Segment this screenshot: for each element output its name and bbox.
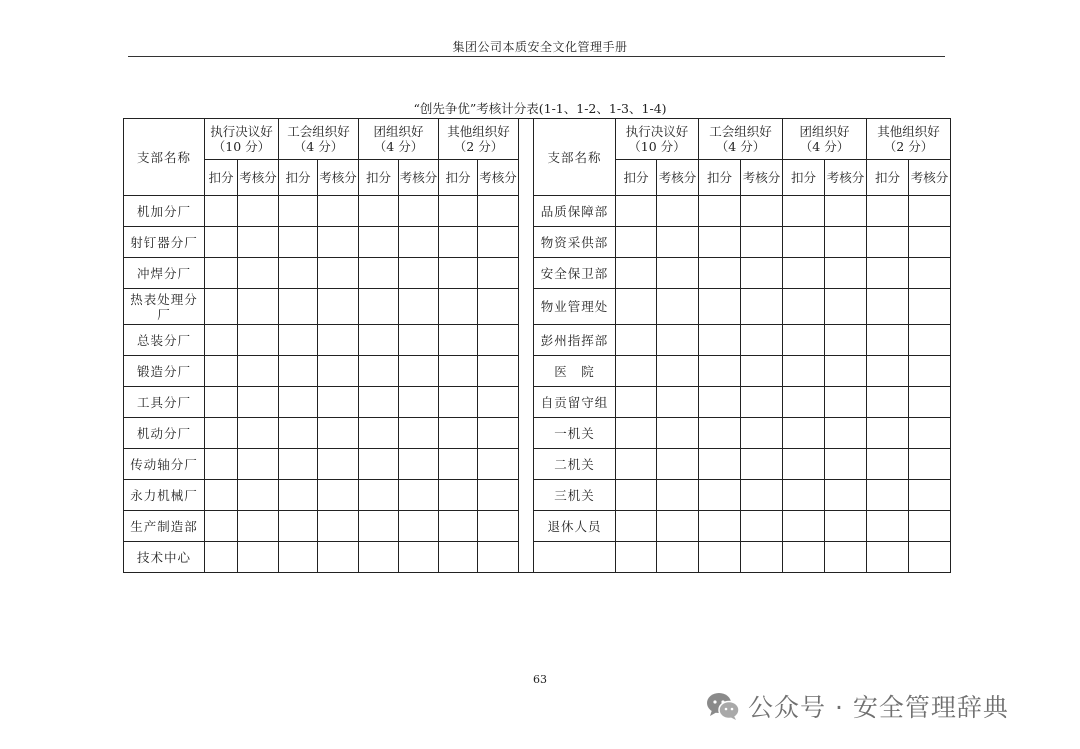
score-cell[interactable] (318, 480, 359, 511)
score-cell[interactable] (867, 449, 909, 480)
group-name: 执行决议好 (625, 124, 689, 139)
score-cell[interactable] (478, 542, 519, 573)
subheader-score: 考核分 (318, 160, 359, 196)
score-cell[interactable] (909, 289, 951, 325)
dept-name-right: 安全保卫部 (534, 258, 616, 289)
dept-header-right: 支部名称 (534, 119, 616, 196)
score-cell[interactable] (741, 480, 783, 511)
score-cell[interactable] (478, 387, 519, 418)
score-cell[interactable] (741, 418, 783, 449)
score-cell[interactable] (657, 542, 699, 573)
score-cell[interactable] (657, 511, 699, 542)
group-points: （4 分） (373, 139, 424, 154)
group-name: 其他组织好 (877, 124, 940, 139)
score-cell[interactable] (439, 387, 478, 418)
score-cell[interactable] (867, 480, 909, 511)
score-cell[interactable] (205, 258, 238, 289)
score-cell[interactable] (825, 356, 867, 387)
score-cell[interactable] (783, 480, 825, 511)
score-cell[interactable] (657, 196, 699, 227)
score-cell[interactable] (318, 356, 359, 387)
score-cell[interactable] (478, 196, 519, 227)
score-cell[interactable] (359, 227, 399, 258)
score-cell[interactable] (478, 356, 519, 387)
score-cell[interactable] (359, 418, 399, 449)
score-cell[interactable] (825, 418, 867, 449)
score-cell[interactable] (783, 356, 825, 387)
score-cell[interactable] (318, 325, 359, 356)
score-cell[interactable] (909, 542, 951, 573)
score-cell[interactable] (359, 258, 399, 289)
dept-name-left: 射钉器分厂 (124, 227, 205, 258)
score-cell[interactable] (909, 480, 951, 511)
score-cell[interactable] (741, 387, 783, 418)
running-header: 集团公司本质安全文化管理手册 (452, 40, 628, 54)
score-cell[interactable] (783, 542, 825, 573)
score-cell[interactable] (279, 449, 318, 480)
score-cell[interactable] (741, 511, 783, 542)
dept-name-left: 生产制造部 (124, 511, 205, 542)
score-cell[interactable] (279, 258, 318, 289)
score-cell[interactable] (359, 542, 399, 573)
score-cell[interactable] (399, 511, 439, 542)
dept-name-left: 机加分厂 (124, 196, 205, 227)
subheader-deduct: 扣分 (867, 160, 909, 196)
score-cell[interactable] (699, 258, 741, 289)
score-cell[interactable] (741, 325, 783, 356)
score-cell[interactable] (657, 258, 699, 289)
score-cell[interactable] (238, 227, 279, 258)
dept-name-right: 退休人员 (534, 511, 616, 542)
dept-name-right: 医 院 (534, 356, 616, 387)
score-cell[interactable] (205, 227, 238, 258)
score-cell[interactable] (909, 258, 951, 289)
score-cell[interactable] (238, 418, 279, 449)
group-points: （10 分） (212, 139, 271, 154)
dept-name-left: 冲焊分厂 (124, 258, 205, 289)
score-cell[interactable] (399, 227, 439, 258)
score-cell[interactable] (279, 418, 318, 449)
score-cell[interactable] (279, 511, 318, 542)
score-cell[interactable] (359, 356, 399, 387)
score-cell[interactable] (741, 542, 783, 573)
score-cell[interactable] (783, 387, 825, 418)
score-cell[interactable] (867, 542, 909, 573)
score-cell[interactable] (867, 196, 909, 227)
score-cell[interactable] (439, 289, 478, 325)
group-name: 工会组织好 (287, 124, 350, 139)
subheader-score: 考核分 (741, 160, 783, 196)
dept-name-right: 自贡留守组 (534, 387, 616, 418)
table-row (124, 258, 951, 289)
watermark (706, 686, 1009, 726)
score-cell[interactable] (699, 418, 741, 449)
score-cell[interactable] (616, 480, 657, 511)
score-cell[interactable] (238, 449, 279, 480)
score-cell[interactable] (657, 418, 699, 449)
score-cell[interactable] (205, 449, 238, 480)
score-cell[interactable] (205, 480, 238, 511)
score-cell[interactable] (318, 227, 359, 258)
score-cell[interactable] (439, 542, 478, 573)
score-cell[interactable] (616, 387, 657, 418)
score-cell[interactable] (825, 196, 867, 227)
score-cell[interactable] (205, 325, 238, 356)
score-cell[interactable] (867, 289, 909, 325)
table-row (124, 356, 951, 387)
score-cell[interactable] (909, 418, 951, 449)
dept-name-right: 三机关 (534, 480, 616, 511)
dept-name-left: 永力机械厂 (124, 480, 205, 511)
dept-name-left: 总装分厂 (124, 325, 205, 356)
score-cell[interactable] (279, 289, 318, 325)
score-cell[interactable] (439, 227, 478, 258)
group-points: （2 分） (453, 139, 504, 154)
group-points: （10 分） (628, 139, 686, 154)
score-cell[interactable] (205, 542, 238, 573)
score-cell[interactable] (657, 387, 699, 418)
score-cell[interactable] (616, 227, 657, 258)
score-cell[interactable] (399, 196, 439, 227)
score-cell[interactable] (616, 511, 657, 542)
group-header-right-1 (616, 119, 699, 160)
group-header-right-2 (699, 119, 783, 160)
score-cell[interactable] (318, 418, 359, 449)
score-cell[interactable] (909, 196, 951, 227)
score-cell[interactable] (238, 325, 279, 356)
score-cell[interactable] (478, 227, 519, 258)
score-cell[interactable] (399, 356, 439, 387)
subheader-deduct: 扣分 (359, 160, 399, 196)
score-cell[interactable] (238, 196, 279, 227)
score-cell[interactable] (909, 325, 951, 356)
score-cell[interactable] (359, 480, 399, 511)
subheader-deduct: 扣分 (616, 160, 657, 196)
score-cell[interactable] (867, 258, 909, 289)
dept-name-left: 传动轴分厂 (124, 449, 205, 480)
score-cell[interactable] (399, 480, 439, 511)
score-cell[interactable] (279, 356, 318, 387)
score-cell[interactable] (825, 227, 867, 258)
dept-name-left: 锻造分厂 (124, 356, 205, 387)
score-cell[interactable] (699, 227, 741, 258)
group-name: 执行决议好 (210, 124, 273, 139)
subheader-deduct: 扣分 (699, 160, 741, 196)
header-rule (128, 56, 945, 57)
score-cell[interactable] (699, 289, 741, 325)
score-cell[interactable] (783, 289, 825, 325)
score-cell[interactable] (478, 289, 519, 325)
score-cell[interactable] (825, 449, 867, 480)
dept-name-right: 物业管理处 (534, 289, 616, 325)
dept-name-left: 技术中心 (124, 542, 205, 573)
subheader-score: 考核分 (399, 160, 439, 196)
score-cell[interactable] (359, 387, 399, 418)
score-cell[interactable] (439, 325, 478, 356)
score-cell[interactable] (825, 258, 867, 289)
score-cell[interactable] (238, 542, 279, 573)
score-cell[interactable] (279, 325, 318, 356)
score-cell[interactable] (909, 449, 951, 480)
score-cell[interactable] (359, 289, 399, 325)
score-cell[interactable] (359, 196, 399, 227)
score-cell[interactable] (825, 289, 867, 325)
score-table-body (124, 119, 951, 573)
score-table (123, 118, 951, 573)
dept-name-left: 工具分厂 (124, 387, 205, 418)
score-cell[interactable] (205, 196, 238, 227)
group-points: （4 分） (799, 139, 850, 154)
score-cell[interactable] (238, 289, 279, 325)
dept-name-left: 机动分厂 (124, 418, 205, 449)
group-name: 团组织好 (799, 124, 850, 139)
score-cell[interactable] (359, 511, 399, 542)
dept-name-right: 一机关 (534, 418, 616, 449)
subheader-score: 考核分 (478, 160, 519, 196)
score-cell[interactable] (399, 449, 439, 480)
subheader-score: 考核分 (238, 160, 279, 196)
subheader-deduct: 扣分 (205, 160, 238, 196)
score-cell[interactable] (399, 289, 439, 325)
table-row (124, 227, 951, 258)
group-header-left-4 (439, 119, 519, 160)
score-cell[interactable] (478, 480, 519, 511)
score-cell[interactable] (783, 418, 825, 449)
watermark-text: 公众号 · 安全管理辞典 (748, 693, 1009, 722)
score-cell[interactable] (205, 418, 238, 449)
table-row (124, 387, 951, 418)
score-cell[interactable] (909, 356, 951, 387)
score-cell[interactable] (399, 542, 439, 573)
subheader-score: 考核分 (909, 160, 951, 196)
score-cell[interactable] (909, 511, 951, 542)
score-cell[interactable] (439, 196, 478, 227)
score-cell[interactable] (205, 356, 238, 387)
score-cell[interactable] (616, 258, 657, 289)
score-cell[interactable] (741, 449, 783, 480)
score-cell[interactable] (616, 289, 657, 325)
score-cell[interactable] (699, 511, 741, 542)
score-cell[interactable] (279, 480, 318, 511)
score-cell[interactable] (279, 227, 318, 258)
group-header-right-3 (783, 119, 867, 160)
table-title: “创先争优”考核计分表(1-1、1-2、1-3、1-4) (413, 101, 667, 116)
subheader-score: 考核分 (657, 160, 699, 196)
score-cell[interactable] (699, 480, 741, 511)
score-cell[interactable] (616, 325, 657, 356)
score-cell[interactable] (783, 325, 825, 356)
group-header-left-2 (279, 119, 359, 160)
group-points: （4 分） (715, 139, 766, 154)
score-cell[interactable] (478, 325, 519, 356)
score-cell[interactable] (783, 196, 825, 227)
dept-name-right: 物资采供部 (534, 227, 616, 258)
dept-name-right: 品质保障部 (534, 196, 616, 227)
score-cell[interactable] (318, 511, 359, 542)
score-cell[interactable] (741, 258, 783, 289)
score-cell[interactable] (238, 258, 279, 289)
dept-name-right (534, 542, 616, 573)
score-cell[interactable] (616, 542, 657, 573)
subheader-deduct: 扣分 (279, 160, 318, 196)
score-cell[interactable] (399, 258, 439, 289)
table-row (124, 449, 951, 480)
score-cell[interactable] (205, 511, 238, 542)
table-row (124, 325, 951, 356)
score-cell[interactable] (867, 356, 909, 387)
score-cell[interactable] (657, 356, 699, 387)
score-cell[interactable] (439, 258, 478, 289)
dept-name-right: 彭州指挥部 (534, 325, 616, 356)
score-cell[interactable] (616, 449, 657, 480)
score-cell[interactable] (439, 480, 478, 511)
score-cell[interactable] (359, 325, 399, 356)
group-header-right-4 (867, 119, 951, 160)
table-row (124, 289, 951, 325)
score-cell[interactable] (657, 289, 699, 325)
score-cell[interactable] (359, 449, 399, 480)
dept-header-left: 支部名称 (124, 119, 205, 196)
subheader-score: 考核分 (825, 160, 867, 196)
page-number: 63 (533, 673, 547, 686)
score-cell[interactable] (783, 227, 825, 258)
score-cell[interactable] (825, 387, 867, 418)
score-cell[interactable] (439, 449, 478, 480)
score-cell[interactable] (616, 196, 657, 227)
score-cell[interactable] (279, 196, 318, 227)
group-points: （2 分） (883, 139, 934, 154)
score-cell[interactable] (279, 387, 318, 418)
table-row (124, 511, 951, 542)
score-cell[interactable] (478, 418, 519, 449)
score-cell[interactable] (616, 418, 657, 449)
group-name: 工会组织好 (709, 124, 772, 139)
score-cell[interactable] (399, 387, 439, 418)
score-cell[interactable] (741, 196, 783, 227)
score-cell[interactable] (318, 387, 359, 418)
score-cell[interactable] (318, 196, 359, 227)
score-cell[interactable] (238, 511, 279, 542)
score-cell[interactable] (867, 511, 909, 542)
score-cell[interactable] (825, 542, 867, 573)
score-cell[interactable] (279, 542, 318, 573)
group-points: （4 分） (293, 139, 344, 154)
score-cell[interactable] (238, 356, 279, 387)
score-cell[interactable] (741, 289, 783, 325)
table-row (124, 418, 951, 449)
score-cell[interactable] (783, 258, 825, 289)
group-header-left-1 (205, 119, 279, 160)
dept-name-right: 二机关 (534, 449, 616, 480)
score-cell[interactable] (657, 480, 699, 511)
score-cell[interactable] (699, 325, 741, 356)
score-cell[interactable] (909, 227, 951, 258)
subheader-deduct: 扣分 (783, 160, 825, 196)
score-cell[interactable] (699, 196, 741, 227)
table-center-gap (519, 119, 534, 573)
score-cell[interactable] (238, 387, 279, 418)
group-header-left-3 (359, 119, 439, 160)
score-cell[interactable] (318, 289, 359, 325)
score-cell[interactable] (318, 542, 359, 573)
score-cell[interactable] (783, 511, 825, 542)
group-name: 其他组织好 (447, 124, 510, 139)
score-cell[interactable] (741, 227, 783, 258)
group-name: 团组织好 (373, 124, 424, 139)
subheader-deduct: 扣分 (439, 160, 478, 196)
score-cell[interactable] (478, 511, 519, 542)
score-cell[interactable] (439, 418, 478, 449)
score-cell[interactable] (657, 325, 699, 356)
score-cell[interactable] (699, 542, 741, 573)
table-row (124, 196, 951, 227)
score-cell[interactable] (318, 258, 359, 289)
score-cell[interactable] (825, 511, 867, 542)
score-cell[interactable] (867, 325, 909, 356)
score-cell[interactable] (783, 449, 825, 480)
score-cell[interactable] (825, 325, 867, 356)
dept-name-left: 热表处理分厂 (124, 289, 205, 325)
table-row (124, 542, 951, 573)
score-cell[interactable] (478, 258, 519, 289)
score-cell[interactable] (699, 387, 741, 418)
score-cell[interactable] (909, 387, 951, 418)
score-cell[interactable] (399, 325, 439, 356)
score-cell[interactable] (318, 449, 359, 480)
table-row (124, 480, 951, 511)
score-cell[interactable] (478, 449, 519, 480)
score-cell[interactable] (825, 480, 867, 511)
header-row-groups (124, 119, 951, 160)
score-cell[interactable] (399, 418, 439, 449)
score-cell[interactable] (699, 356, 741, 387)
score-cell[interactable] (657, 449, 699, 480)
score-cell[interactable] (205, 387, 238, 418)
score-cell[interactable] (741, 356, 783, 387)
score-cell[interactable] (205, 289, 238, 325)
score-cell[interactable] (867, 227, 909, 258)
score-cell[interactable] (657, 227, 699, 258)
score-cell[interactable] (867, 418, 909, 449)
score-cell[interactable] (439, 356, 478, 387)
wechat-icon (706, 691, 740, 721)
score-cell[interactable] (238, 480, 279, 511)
score-cell[interactable] (616, 356, 657, 387)
score-cell[interactable] (439, 511, 478, 542)
score-cell[interactable] (699, 449, 741, 480)
score-cell[interactable] (867, 387, 909, 418)
